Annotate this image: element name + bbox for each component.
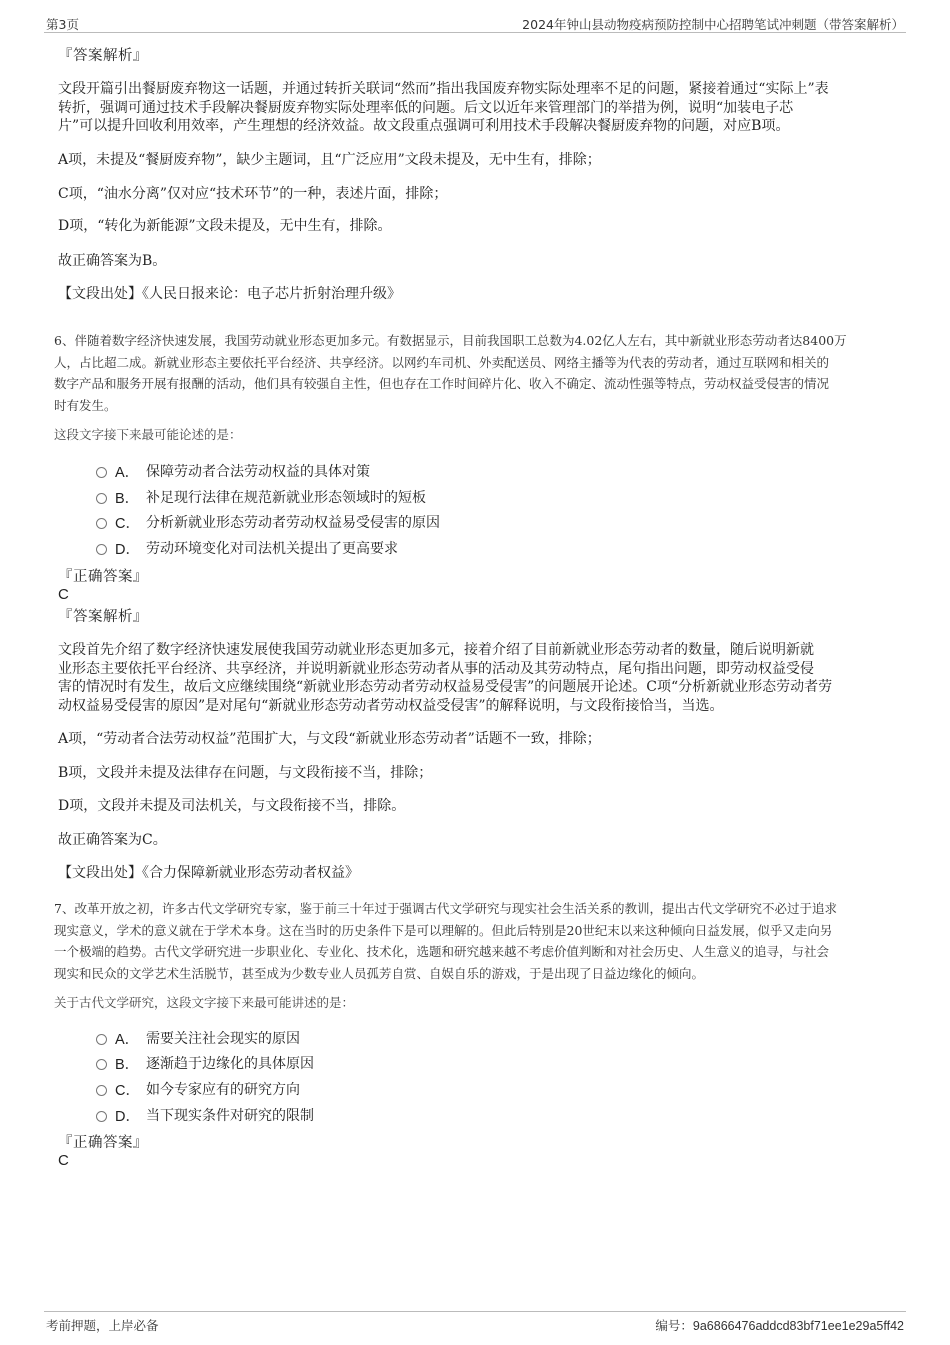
option-text: 分析新就业形态劳动者劳动权益易受侵害的原因 [146, 515, 440, 531]
page-header [44, 12, 906, 33]
radio-icon[interactable] [96, 518, 107, 529]
q5-note-a: A项，未提及“餐厨废弃物”，缺少主题词，且“广泛应用”文段未提及，无中生有，排除； [58, 152, 601, 168]
option-text: 需要关注社会现实的原因 [146, 1031, 300, 1047]
radio-icon[interactable] [96, 1034, 107, 1045]
document-id [655, 1316, 904, 1334]
q5-source: 【文段出处】《人民日报来论：电子芯片折射治理升级》 [58, 286, 401, 302]
q7-stem-line: 一个极端的趋势。古代文学研究进一步职业化、专业化、技术化，选题和研究越来越不考虑价值判断和对社会历史、人生意义的追寻，与社会 [54, 944, 830, 959]
q6-analysis-line: 业形态主要依托平台经济、共享经济，并说明新就业形态劳动者从事的活动及其劳动特点，尾句指出问题，即劳动权益受侵 [58, 660, 814, 677]
q7-answer-label: 『正确答案』 [58, 1135, 148, 1151]
q6-note-b: B项，文段并未提及法律存在问题，与文段衔接不当，排除； [58, 765, 433, 781]
radio-icon[interactable] [96, 1111, 107, 1122]
q5-analysis-line: 片”可以提升回收利用效率，产生理想的经济效益。故文段重点强调可利用技术手段解决餐厨废弃物的问题，对应B项。 [58, 118, 790, 134]
q6-stem [54, 330, 896, 416]
q5-analysis-line: 文段开篇引出餐厨废弃物这一话题，并通过转折关联词“然而”指出我国废弃物实际处理率不足的问题，紧接着通过“实际上”表 [58, 81, 829, 97]
q6-analysis-line: 动权益易受侵害的原因”是对尾句“新就业形态劳动者劳动权益受侵害”的解释说明，与文段衔接恰当，当选。 [58, 697, 724, 714]
radio-icon[interactable] [96, 467, 107, 478]
option-text: 逐渐趋于边缘化的具体原因 [146, 1056, 314, 1072]
radio-icon[interactable] [96, 493, 107, 504]
page-footer [44, 1311, 906, 1338]
footer-slogan: 考前押题，上岸必备 [46, 1318, 159, 1333]
page-number: 第3页 [46, 17, 79, 32]
q7-stem [54, 898, 896, 984]
q6-analysis [58, 641, 890, 715]
q6-final-answer: 故正确答案为C。 [58, 832, 167, 848]
option-text: 当下现实条件对研究的限制 [146, 1108, 314, 1124]
q5-note-c: C项，“油水分离”仅对应“技术环节”的一种，表述片面，排除； [58, 186, 448, 202]
option-key: C． [115, 1083, 140, 1099]
q7-answer: C [58, 1152, 69, 1169]
option-text: 如今专家应有的研究方向 [146, 1082, 300, 1098]
q6-analysis-line: 文段首先介绍了数字经济快速发展使我国劳动就业形态更加多元，接着介绍了目前新就业形态劳动者的数量，随后说明新就 [58, 642, 814, 658]
q6-answer: C [58, 586, 69, 603]
q6-note-a: A项，“劳动者合法劳动权益”范围扩大，与文段“新就业形态劳动者”话题不一致，排除； [58, 731, 601, 747]
q6-stem-line: 数字产品和服务开展有报酬的活动，他们具有较强自主性，但也存在工作时间碎片化、收入不确定、流动性强等特点，劳动权益受侵害的情况 [54, 376, 830, 391]
q5-analysis-line: 转折，强调可通过技术手段解决餐厨废弃物实际处理率低的问题。后文以近年来管理部门的举措为例，说明“加装电子芯 [58, 99, 794, 116]
option-key: D． [115, 542, 140, 558]
q6-analysis-label: 『答案解析』 [58, 609, 148, 625]
q6-question: 这段文字接下来最可能论述的是： [54, 427, 242, 442]
q7-stem-line: 7、改革开放之初，许多古代文学研究专家，鉴于前三十年过于强调古代文学研究与现实社会生活关系的教训，提出古代文学研究不必过于追求 [54, 901, 837, 916]
q7-question: 关于古代文学研究，这段文字接下来最可能讲述的是： [54, 995, 355, 1010]
option-key: C． [115, 516, 140, 532]
document-id-value: 9a6866476addcd83bf71ee1e29a5ff42 [692, 1319, 904, 1333]
option-text: 劳动环境变化对司法机关提出了更高要求 [146, 541, 398, 557]
q6-answer-label: 『正确答案』 [58, 569, 148, 585]
radio-icon[interactable] [96, 544, 107, 555]
option-key: B． [115, 1057, 140, 1073]
option-key: D． [115, 1109, 140, 1125]
q5-final-answer: 故正确答案为B。 [58, 253, 167, 269]
radio-icon[interactable] [96, 1059, 107, 1070]
q6-stem-line: 人，占比超二成。新就业形态主要依托平台经济、共享经济。以网约车司机、外卖配送员、网络主播等为代表的劳动者，通过互联网和相关的 [54, 354, 830, 370]
option-text: 保障劳动者合法劳动权益的具体对策 [146, 464, 370, 480]
option-key: A． [115, 1032, 140, 1048]
q6-stem-line: 时有发生。 [54, 397, 117, 413]
q7-stem-line: 现实和民众的文学艺术生活脱节，甚至成为少数专业人员孤芳自赏、自娱自乐的游戏，于是出现了日益边缘化的倾向。 [54, 965, 705, 981]
q6-note-d: D项，文段并未提及司法机关，与文段衔接不当，排除。 [58, 798, 406, 814]
option-key: B． [115, 491, 140, 507]
q5-note-d: D项，“转化为新能源”文段未提及，无中生有，排除。 [58, 218, 392, 234]
option-text: 补足现行法律在规范新就业形态领域时的短板 [146, 490, 426, 506]
q5-analysis-label: 『答案解析』 [58, 48, 148, 64]
document-title: 2024年钟山县动物疫病预防控制中心招聘笔试冲刺题（带答案解析） [522, 17, 904, 32]
q6-stem-line: 6、伴随着数字经济快速发展，我国劳动就业形态更加多元。有数据显示，目前我国职工总数为4.02亿人左右，其中新就业形态劳动者达8400万 [54, 333, 847, 348]
q7-stem-line: 现实意义，学术的意义就在于学术本身。这在当时的历史条件下是可以理解的。但此后特别是20世纪末以来这种倾向日益发展，似乎又走向另 [54, 922, 833, 938]
document-id-label: 编号： [655, 1318, 693, 1333]
q5-analysis [58, 80, 893, 136]
q6-analysis-line: 害的情况时有发生，故后文应继续围绕“新就业形态劳动者劳动权益易受侵害”的问题展开论述。C项“分析新就业形态劳动者劳 [58, 679, 833, 695]
q6-source: 【文段出处】《合力保障新就业形态劳动者权益》 [58, 865, 359, 881]
option-key: A． [115, 465, 140, 481]
radio-icon[interactable] [96, 1085, 107, 1096]
